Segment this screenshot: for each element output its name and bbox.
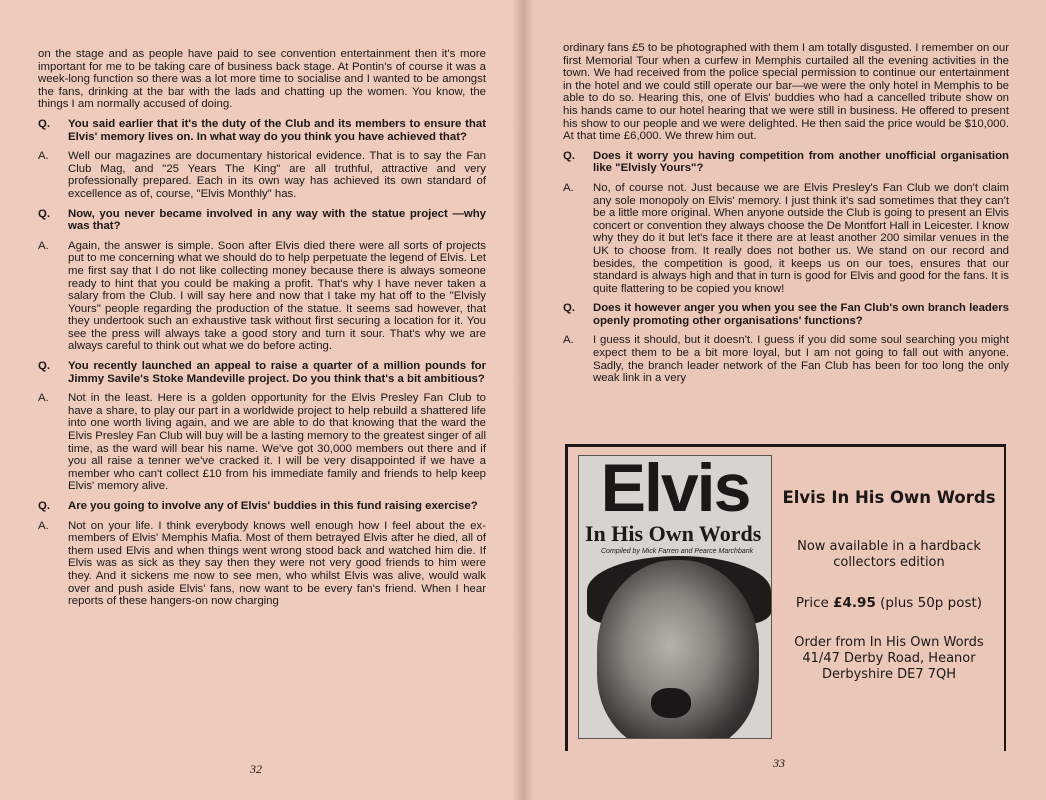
page-right [523,0,1046,800]
qa-question: Q. Now, you never became involved in any way with the statue project —why was that? [38,207,486,233]
qa-answer: A. Well our magazines are documentary historical evidence. That is to say the Fan Club Mag, and "25 Years The King" are all truthful, attractive and very professionally prepared. Each in its own way has achieved its own standard of excellence as of, course, "Elvis Monthly" has. [38,150,486,200]
right-opening-paragraph: ordinary fans £5 to be photographed with them I am totally disgusted. I remember on our first Memorial Tour when a curfew in Memphis curtailed all the evening activities in the town. We had received from the police special permission to continue our entertainment in the hotel and we could still operate our bar—we were the only hotel in Memphis to be able to do so. Hearing this, one of Elvis' buddies who had a cancelled tribute show on his hands came to our hotel hearing that we were still in business. He offered to present his show to our people and we were delighted. He then said the price would be $10,000. At that time £6,000. We threw him out. [563,42,1009,143]
cover-mouth-shape [651,688,691,718]
qa-answer: A. Not on your life. I think everybody knows well enough how I feel about the ex-members of Elvis' Memphis Mafia. Most of them betrayed Elvis after he died, all of them used Elvis and when things went wrong stood back and watched him die. If Elvis was as sick as they say then they were not very good friends to him were they. And it sickens me now to see men, who whilst Elvis was alive, would walk over and push aside Elvis' fans, now want to be every fan's friend. When I hear reports of these hangers-on now charging [38,519,486,608]
qa-answer: A. Again, the answer is simple. Soon after Elvis died there were all sorts of projects put to me concerning what we should do to help perpetuate the legend of Elvis. Let me first say that I do not like collecting money because there is always someone ready to hint that you could be making a profit. That's why I have never taken a salary from the Club. I will say here and now that I take my hat off to the "Elvisly Yours" people regarding the production of the statue. It seems sad however, that they undertook such an exhaustive task without first securing a location for it. You see the press will always take a good story and turn it sour. That's why we are always careful to think out what we do before acting. [38,239,486,353]
ad-title: Elvis In His Own Words [782,488,996,507]
qa-answer: A. I guess it should, but it doesn't. I guess if you did some soul searching you might expect them to be a bit more loyal, but I am not going to fall out with anyone. Sadly, the branch leader network of the Fan Club has been for too long the only weak link in a very [563,334,1009,385]
ad-order-line: Derbyshire DE7 7QH [821,667,957,682]
qa-question: Q. You said earlier that it's the duty of the Club and its members to ensure that Elvis' memory lives on. In what way do you think you have achieved that? [38,117,486,143]
ad-order-line: 41/47 Derby Road, Heanor [802,651,976,666]
right-text-column [563,42,1009,392]
page-number-right: 33 [773,756,785,770]
ad-copy [778,487,1000,683]
left-text-column [38,48,486,615]
ad-availability: Now available in a hardback collectors edition [797,539,981,570]
cover-credit: Compiled by Mick Farren and Pearce Marchbank [601,548,754,555]
qa-question: Q. Does it however anger you when you see the Fan Club's own branch leaders openly promoting other organisations' functions? [563,302,1009,327]
qa-question: Q. You recently launched an appeal to raise a quarter of a million pounds for Jimmy Savile's Stoke Mandeville project. Do you think that's a bit ambitious? [38,360,486,385]
left-opening-paragraph: on the stage and as people have paid to see convention entertainment then it's more important for me to be taking care of business back stage. At Pontin's of course it was a week-long function so there was a lot more time to socialise and I wanted to be amongst the fans, drinking at the bar with the lads and chatting up the women. You know, the things I am normally accused of doing. [38,48,486,111]
ad-order-line: Order from In His Own Words [794,635,984,650]
qa-answer: A. Not in the least. Here is a golden opportunity for the Elvis Presley Fan Club to have a share, to play our part in a worldwide project to help rebuild a shattered life into one worth living again, and we are able to do that knowing that the ward the Elvis Presley Fan Club will buy will be a lasting memory to the greatest singer of all time, as the ward will bear his name. We've got 30,000 members out there and if you all raise a tenner we've cracked it. I will be very disappointed if we have a member who can't collect £10 from his immediate family and friends to help keep Elvis' memory alive. [38,392,486,493]
ad-price: Price £4.95 (plus 50p post) [795,595,983,611]
cover-title: Elvis [600,455,750,526]
cover-subtitle: In His Own Words [585,521,762,546]
book-advertisement [565,444,1006,751]
qa-question: Q. Are you going to involve any of Elvis' buddies in this fund raising exercise? [38,500,478,512]
qa-question: Q. Does it worry you having competition from another unofficial organisation like "Elvisly Yours"? [563,149,1009,175]
qa-answer: A. No, of course not. Just because we are Elvis Presley's Fan Club we don't claim any sole monopoly on Elvis' memory. I just think it's sad sometimes that they can't be a little more original. When anyone outside the Club is going to present an Elvis concert or convention they always choose the De Montfort Hall in Leicester. I know why they do it but let's face it there are at least another 200 similar venues in the UK to choose from. It really does not bother us. We stand on our record and besides, the competition is good, it keeps us on our toes, ensures that our standard is always high and that in turn is good for Elvis and good for the fans. It is quite flattering to be copied you know! [563,181,1009,295]
book-cover-image [578,455,772,739]
page-number-left: 32 [250,762,262,776]
spine-gutter [512,0,534,800]
